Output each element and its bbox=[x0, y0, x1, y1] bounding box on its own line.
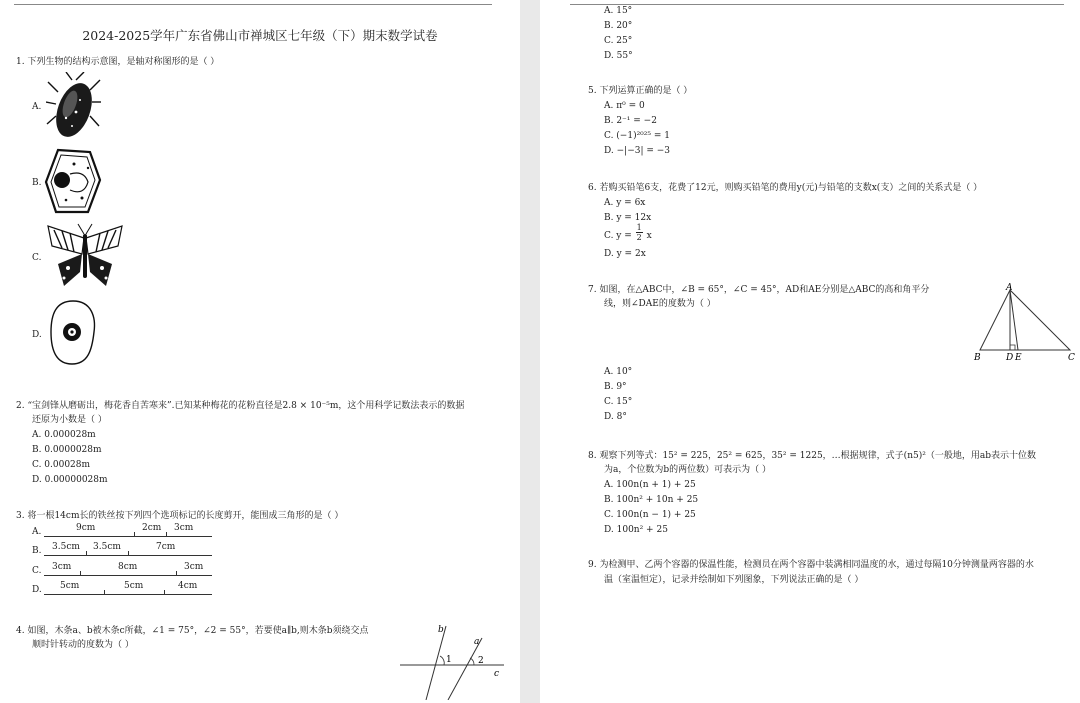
page-top-rule bbox=[14, 4, 492, 5]
question-3-stem: 3. 将一根14cm长的铁丝按下列四个选项标记的长度剪开，能围成三角形的是（ ） bbox=[16, 511, 344, 521]
page-gutter bbox=[520, 0, 540, 703]
q6-option-c-prefix: C. y = bbox=[604, 231, 635, 241]
q3-option-c-label: C. bbox=[32, 566, 42, 576]
q4-parallel-lines-figure bbox=[398, 620, 506, 700]
q1-option-d-label: D. bbox=[32, 330, 42, 340]
q1-option-b-label: B. bbox=[32, 178, 42, 188]
question-4-stem-line1: 4. 如图，木条a、b被木条c所截，∠1 = 75°，∠2 = 55°，若要使a∥b,则木条b须绕交点 bbox=[16, 626, 369, 636]
question-7-stem-line2: 线，则∠DAE的度数为（ ） bbox=[604, 299, 716, 309]
label-c: c bbox=[494, 669, 500, 679]
page-top-rule bbox=[570, 4, 1064, 5]
exam-title: 2024-2025学年广东省佛山市禅城区七年级（下）期末数学试卷 bbox=[82, 28, 438, 43]
vertex-b-label: B bbox=[974, 353, 981, 363]
q3-option-a-segment-bar bbox=[44, 536, 212, 537]
q7-option-d: D. 8° bbox=[604, 412, 627, 422]
question-2-stem-line2: 还原为小数是（ ） bbox=[32, 415, 107, 425]
vertex-c-label: C bbox=[1068, 353, 1075, 363]
q5-option-b: B. 2⁻¹ = −2 bbox=[604, 116, 657, 126]
vertex-a-label: A bbox=[1006, 283, 1013, 293]
q4-option-c: C. 25° bbox=[604, 36, 633, 46]
question-6-stem: 6. 若购买铅笔6支，花费了12元，则购买铅笔的费用y(元)与铅笔的支数x(支）之间的关系式是（ ） bbox=[588, 183, 983, 193]
q8-option-c: C. 100n(n − 1) + 25 bbox=[604, 510, 696, 520]
q3-option-a-label: A. bbox=[32, 527, 42, 537]
q3-a-seg-1: 9cm bbox=[76, 523, 96, 533]
tick-mark bbox=[128, 551, 129, 556]
q3-c-seg-1: 3cm bbox=[52, 562, 72, 572]
q5-option-d: D. −|−3| = −3 bbox=[604, 146, 671, 156]
q7-option-b: B. 9° bbox=[604, 382, 627, 392]
q4-option-b: B. 20° bbox=[604, 21, 633, 31]
q6-option-b: B. y = 12x bbox=[604, 213, 652, 223]
egg-cell-drawing bbox=[48, 298, 98, 368]
q2-option-d: D. 0.00000028m bbox=[32, 475, 108, 485]
q3-c-seg-3: 3cm bbox=[184, 562, 204, 572]
q5-option-a: A. π⁰ = 0 bbox=[604, 101, 645, 111]
question-9-stem-line2: 温（室温恒定），记录并绘制如下列图象，下列说法正确的是（ ） bbox=[604, 575, 864, 585]
q3-d-seg-3: 4cm bbox=[178, 581, 198, 591]
tick-mark bbox=[164, 590, 165, 595]
q6-option-c bbox=[604, 223, 652, 243]
point-e-label: E bbox=[1015, 353, 1022, 363]
q6-option-a: A. y = 6x bbox=[604, 198, 646, 208]
q4-option-a: A. 15° bbox=[604, 6, 633, 16]
plant-cell-drawing bbox=[44, 146, 102, 216]
question-8-stem-line1: 8. 观察下列等式：15² = 225，25² = 625，35² = 1225，…根据规律，式子(n5)²（一般地，用ab表示十位数 bbox=[588, 451, 1036, 461]
exam-page-right bbox=[540, 0, 1080, 703]
fraction bbox=[636, 223, 643, 242]
tick-mark bbox=[80, 571, 81, 576]
label-b: b bbox=[438, 625, 444, 635]
q7-triangle-figure bbox=[970, 282, 1078, 364]
q8-option-d: D. 100n² + 25 bbox=[604, 525, 668, 535]
label-a: a bbox=[474, 637, 480, 647]
question-4-stem-line2: 顺时针转动的度数为（ ） bbox=[32, 640, 134, 650]
point-d-label: D bbox=[1006, 353, 1014, 363]
q2-option-a: A. 0.000028m bbox=[32, 430, 96, 440]
fraction-numerator: 1 bbox=[636, 223, 642, 232]
q2-option-c: C. 0.00028m bbox=[32, 460, 91, 470]
q3-c-seg-2: 8cm bbox=[118, 562, 138, 572]
question-1-stem: 1. 下列生物的结构示意图，是轴对称图形的是（ ） bbox=[16, 57, 220, 67]
q7-option-a: A. 10° bbox=[604, 367, 633, 377]
q8-option-a: A. 100n(n + 1) + 25 bbox=[604, 480, 696, 490]
q7-option-c: C. 15° bbox=[604, 397, 633, 407]
fraction-denominator: 2 bbox=[636, 233, 642, 242]
exam-page-left bbox=[0, 0, 520, 703]
q3-option-d-segment-bar bbox=[44, 594, 212, 595]
tick-mark bbox=[104, 590, 105, 595]
q3-a-seg-3: 3cm bbox=[174, 523, 194, 533]
tick-mark bbox=[86, 551, 87, 556]
q3-option-b-label: B. bbox=[32, 546, 42, 556]
q3-d-seg-2: 5cm bbox=[124, 581, 144, 591]
q8-option-b: B. 100n² + 10n + 25 bbox=[604, 495, 699, 505]
q3-option-c-segment-bar bbox=[44, 575, 212, 576]
tick-mark bbox=[134, 532, 135, 537]
angle-2-label: 2 bbox=[478, 656, 484, 666]
question-7-stem-line1: 7. 如图，在△ABC中，∠B = 65°，∠C = 45°，AD和AE分别是△ABC的高和角平分 bbox=[588, 285, 930, 295]
q3-option-d-label: D. bbox=[32, 585, 42, 595]
q3-b-seg-1: 3.5cm bbox=[52, 542, 80, 552]
q2-option-b: B. 0.0000028m bbox=[32, 445, 102, 455]
question-8-stem-line2: 为a，个位数为b的两位数）可表示为（ ） bbox=[604, 465, 771, 475]
q1-option-a-label: A. bbox=[32, 102, 42, 112]
butterfly-drawing bbox=[44, 222, 126, 290]
q4-option-d: D. 55° bbox=[604, 51, 633, 61]
q3-d-seg-1: 5cm bbox=[60, 581, 80, 591]
q3-b-seg-2: 3.5cm bbox=[93, 542, 121, 552]
q6-option-d: D. y = 2x bbox=[604, 249, 646, 259]
question-5-stem: 5. 下列运算正确的是（ ） bbox=[588, 86, 693, 96]
beetle-drawing bbox=[46, 72, 102, 142]
q3-b-seg-3: 7cm bbox=[156, 542, 176, 552]
fraction-variable: x bbox=[646, 231, 652, 241]
q5-option-c: C. (−1)²⁰²⁵ = 1 bbox=[604, 131, 670, 141]
tick-mark bbox=[166, 532, 167, 537]
question-2-stem-line1: 2. “宝剑锋从磨砺出，梅花香自苦寒来”.已知某种梅花的花粉直径是2.8 × 10⁻⁵m，这个用科学记数法表示的数据 bbox=[16, 401, 465, 411]
question-9-stem-line1: 9. 为检测甲、乙两个容器的保温性能，检测员在两个容器中装满相同温度的水，通过每隔10分钟测量两容器的水 bbox=[588, 560, 1034, 570]
q3-a-seg-2: 2cm bbox=[142, 523, 162, 533]
angle-1-label: 1 bbox=[446, 655, 452, 665]
q1-option-c-label: C. bbox=[32, 253, 42, 263]
tick-mark bbox=[176, 571, 177, 576]
